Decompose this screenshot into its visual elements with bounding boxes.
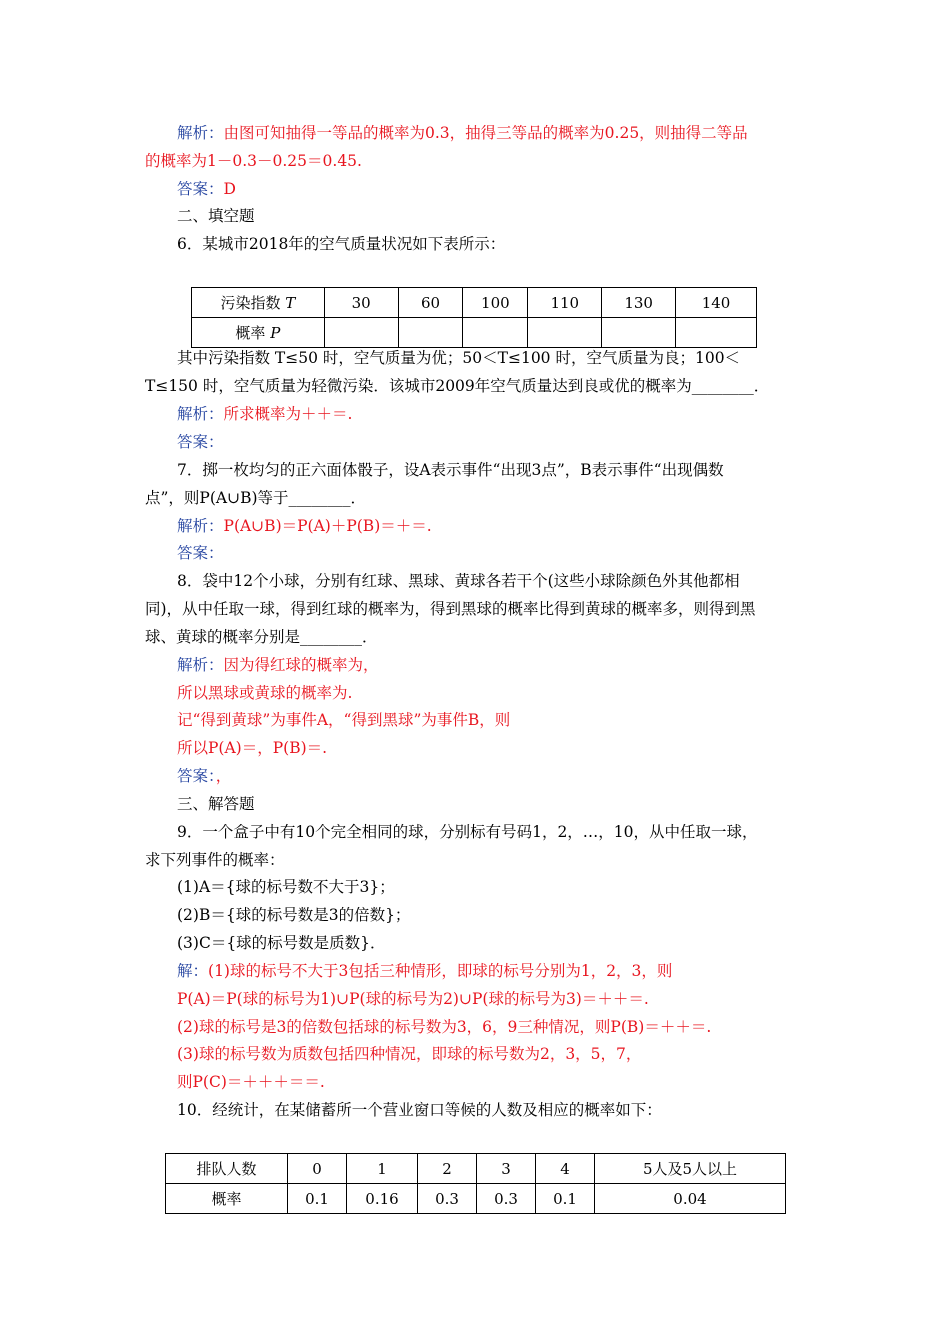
- solution-label: 解：: [177, 962, 209, 980]
- table-cell: 0: [288, 1154, 347, 1184]
- table-cell: [324, 318, 398, 348]
- analysis-text: 因为得红球的概率为，: [223, 656, 379, 674]
- table-header-cell: 排队人数: [166, 1154, 288, 1184]
- q5-answer: [177, 179, 236, 199]
- q9-solution-line2: P(A)＝P(球的标号为1)∪P(球的标号为2)∪P(球的标号为3)＝＋＋＝.: [177, 990, 649, 1008]
- table-header-cell: 概率: [166, 1184, 288, 1214]
- table-cell: 5人及5人以上: [595, 1154, 786, 1184]
- q9-solution-line1: [177, 961, 672, 981]
- section-heading-solve: 三、解答题: [177, 795, 255, 813]
- q9-stem-line2: 求下列事件的概率：: [145, 851, 285, 869]
- table-cell: 2: [418, 1154, 477, 1184]
- q6-stem: 6．某城市2018年的空气质量状况如下表所示：: [177, 235, 506, 253]
- solution-text: (1)球的标号不大于3包括三种情形，即球的标号分别为1，2，3，则: [208, 962, 673, 980]
- q8-analysis-line3: 记“得到黄球”为事件A，“得到黑球”为事件B，则: [177, 711, 511, 729]
- answer-label: 答案：: [177, 767, 216, 785]
- table-cell: 130: [602, 288, 676, 318]
- answer-text: ，: [215, 767, 232, 785]
- q7-stem-line2: 点”，则P(A∪B)等于________．: [145, 489, 367, 507]
- q9-item1: (1)A＝{球的标号数不大于3}；: [177, 878, 395, 896]
- q9-item3: (3)C＝{球的标号数是质数}．: [177, 934, 386, 952]
- analysis-text: 由图可知抽得一等品的概率为0.3，抽得三等品的概率为0.25，则抽得二等品: [223, 124, 748, 142]
- table-header-cell: 污染指数 T: [192, 288, 325, 318]
- section-heading-fill-in: 二、填空题: [177, 207, 255, 225]
- q8-answer: [177, 766, 231, 786]
- q6-pollution-table: [191, 287, 757, 348]
- q7-stem-line1: 7．掷一枚均匀的正六面体骰子，设A表示事件“出现3点”，B表示事件“出现偶数: [177, 461, 724, 479]
- analysis-label: 解析：: [177, 656, 224, 674]
- table-cell: 30: [324, 288, 398, 318]
- table-header-cell: 概率 P: [192, 318, 325, 348]
- q6-text-line2: T≤150 时，空气质量为轻微污染．该城市2009年空气质量达到良或优的概率为________．: [145, 377, 770, 395]
- answer-text: D: [223, 180, 236, 198]
- q8-analysis-line4: 所以P(A)＝，P(B)＝.: [177, 739, 328, 757]
- q8-stem-line3: 球、黄球的概率分别是________．: [145, 628, 378, 646]
- q10-queue-table: [165, 1153, 786, 1214]
- analysis-text: P(A∪B)＝P(A)＋P(B)＝＋＝.: [223, 517, 432, 535]
- table-cell: 0.04: [595, 1184, 786, 1214]
- table-cell: 110: [528, 288, 602, 318]
- table-cell: 0.3: [477, 1184, 536, 1214]
- q5-analysis-line1: [177, 123, 748, 143]
- q8-stem-line2: 同)，从中任取一球，得到红球的概率为，得到黑球的概率比得到黄球的概率多，则得到黑: [145, 600, 756, 618]
- q8-analysis-line1: [177, 655, 379, 675]
- analysis-text: 所求概率为＋＋＝.: [223, 405, 353, 423]
- analysis-label: 解析：: [177, 124, 224, 142]
- q9-stem-line1: 9．一个盒子中有10个完全相同的球，分别标有号码1，2，…，10，从中任取一球，: [177, 823, 758, 841]
- q7-answer-label: 答案：: [177, 544, 224, 562]
- q9-solution-line4: (3)球的标号数为质数包括四种情况，即球的标号数为2，3，5，7，: [177, 1045, 642, 1063]
- q9-solution-line5: 则P(C)＝＋＋＋＝＝.: [177, 1073, 325, 1091]
- q10-stem: 10．经统计，在某储蓄所一个营业窗口等候的人数及相应的概率如下：: [177, 1101, 662, 1119]
- q6-text-line1: 其中污染指数 T≤50 时，空气质量为优；50＜T≤100 时，空气质量为良；100＜: [177, 349, 741, 367]
- table-cell: 0.3: [418, 1184, 477, 1214]
- answer-label: 答案：: [177, 180, 224, 198]
- q6-answer-label: 答案：: [177, 433, 224, 451]
- table-cell: [398, 318, 463, 348]
- table-cell: 3: [477, 1154, 536, 1184]
- table-cell: [463, 318, 528, 348]
- table-cell: 4: [536, 1154, 595, 1184]
- q8-stem-line1: 8．袋中12个小球，分别有红球、黑球、黄球各若干个(这些小球除颜色外其他都相: [177, 572, 740, 590]
- q6-analysis: [177, 404, 352, 424]
- table-cell: [528, 318, 602, 348]
- q5-analysis-line2: 的概率为1－0.3－0.25＝0.45.: [145, 152, 362, 170]
- table-cell: [676, 318, 757, 348]
- table-cell: 1: [347, 1154, 418, 1184]
- q9-item2: (2)B＝{球的标号数是3的倍数}；: [177, 906, 411, 924]
- table-cell: [602, 318, 676, 348]
- table-cell: 0.1: [288, 1184, 347, 1214]
- q7-analysis: [177, 516, 432, 536]
- q9-solution-line3: (2)球的标号是3的倍数包括球的标号数为3，6，9三种情况，则P(B)＝＋＋＝.: [177, 1018, 712, 1036]
- table-cell: 0.1: [536, 1184, 595, 1214]
- table-cell: 60: [398, 288, 463, 318]
- table-cell: 100: [463, 288, 528, 318]
- analysis-label: 解析：: [177, 405, 224, 423]
- q8-analysis-line2: 所以黑球或黄球的概率为.: [177, 684, 353, 702]
- analysis-label: 解析：: [177, 517, 224, 535]
- table-cell: 0.16: [347, 1184, 418, 1214]
- table-cell: 140: [676, 288, 757, 318]
